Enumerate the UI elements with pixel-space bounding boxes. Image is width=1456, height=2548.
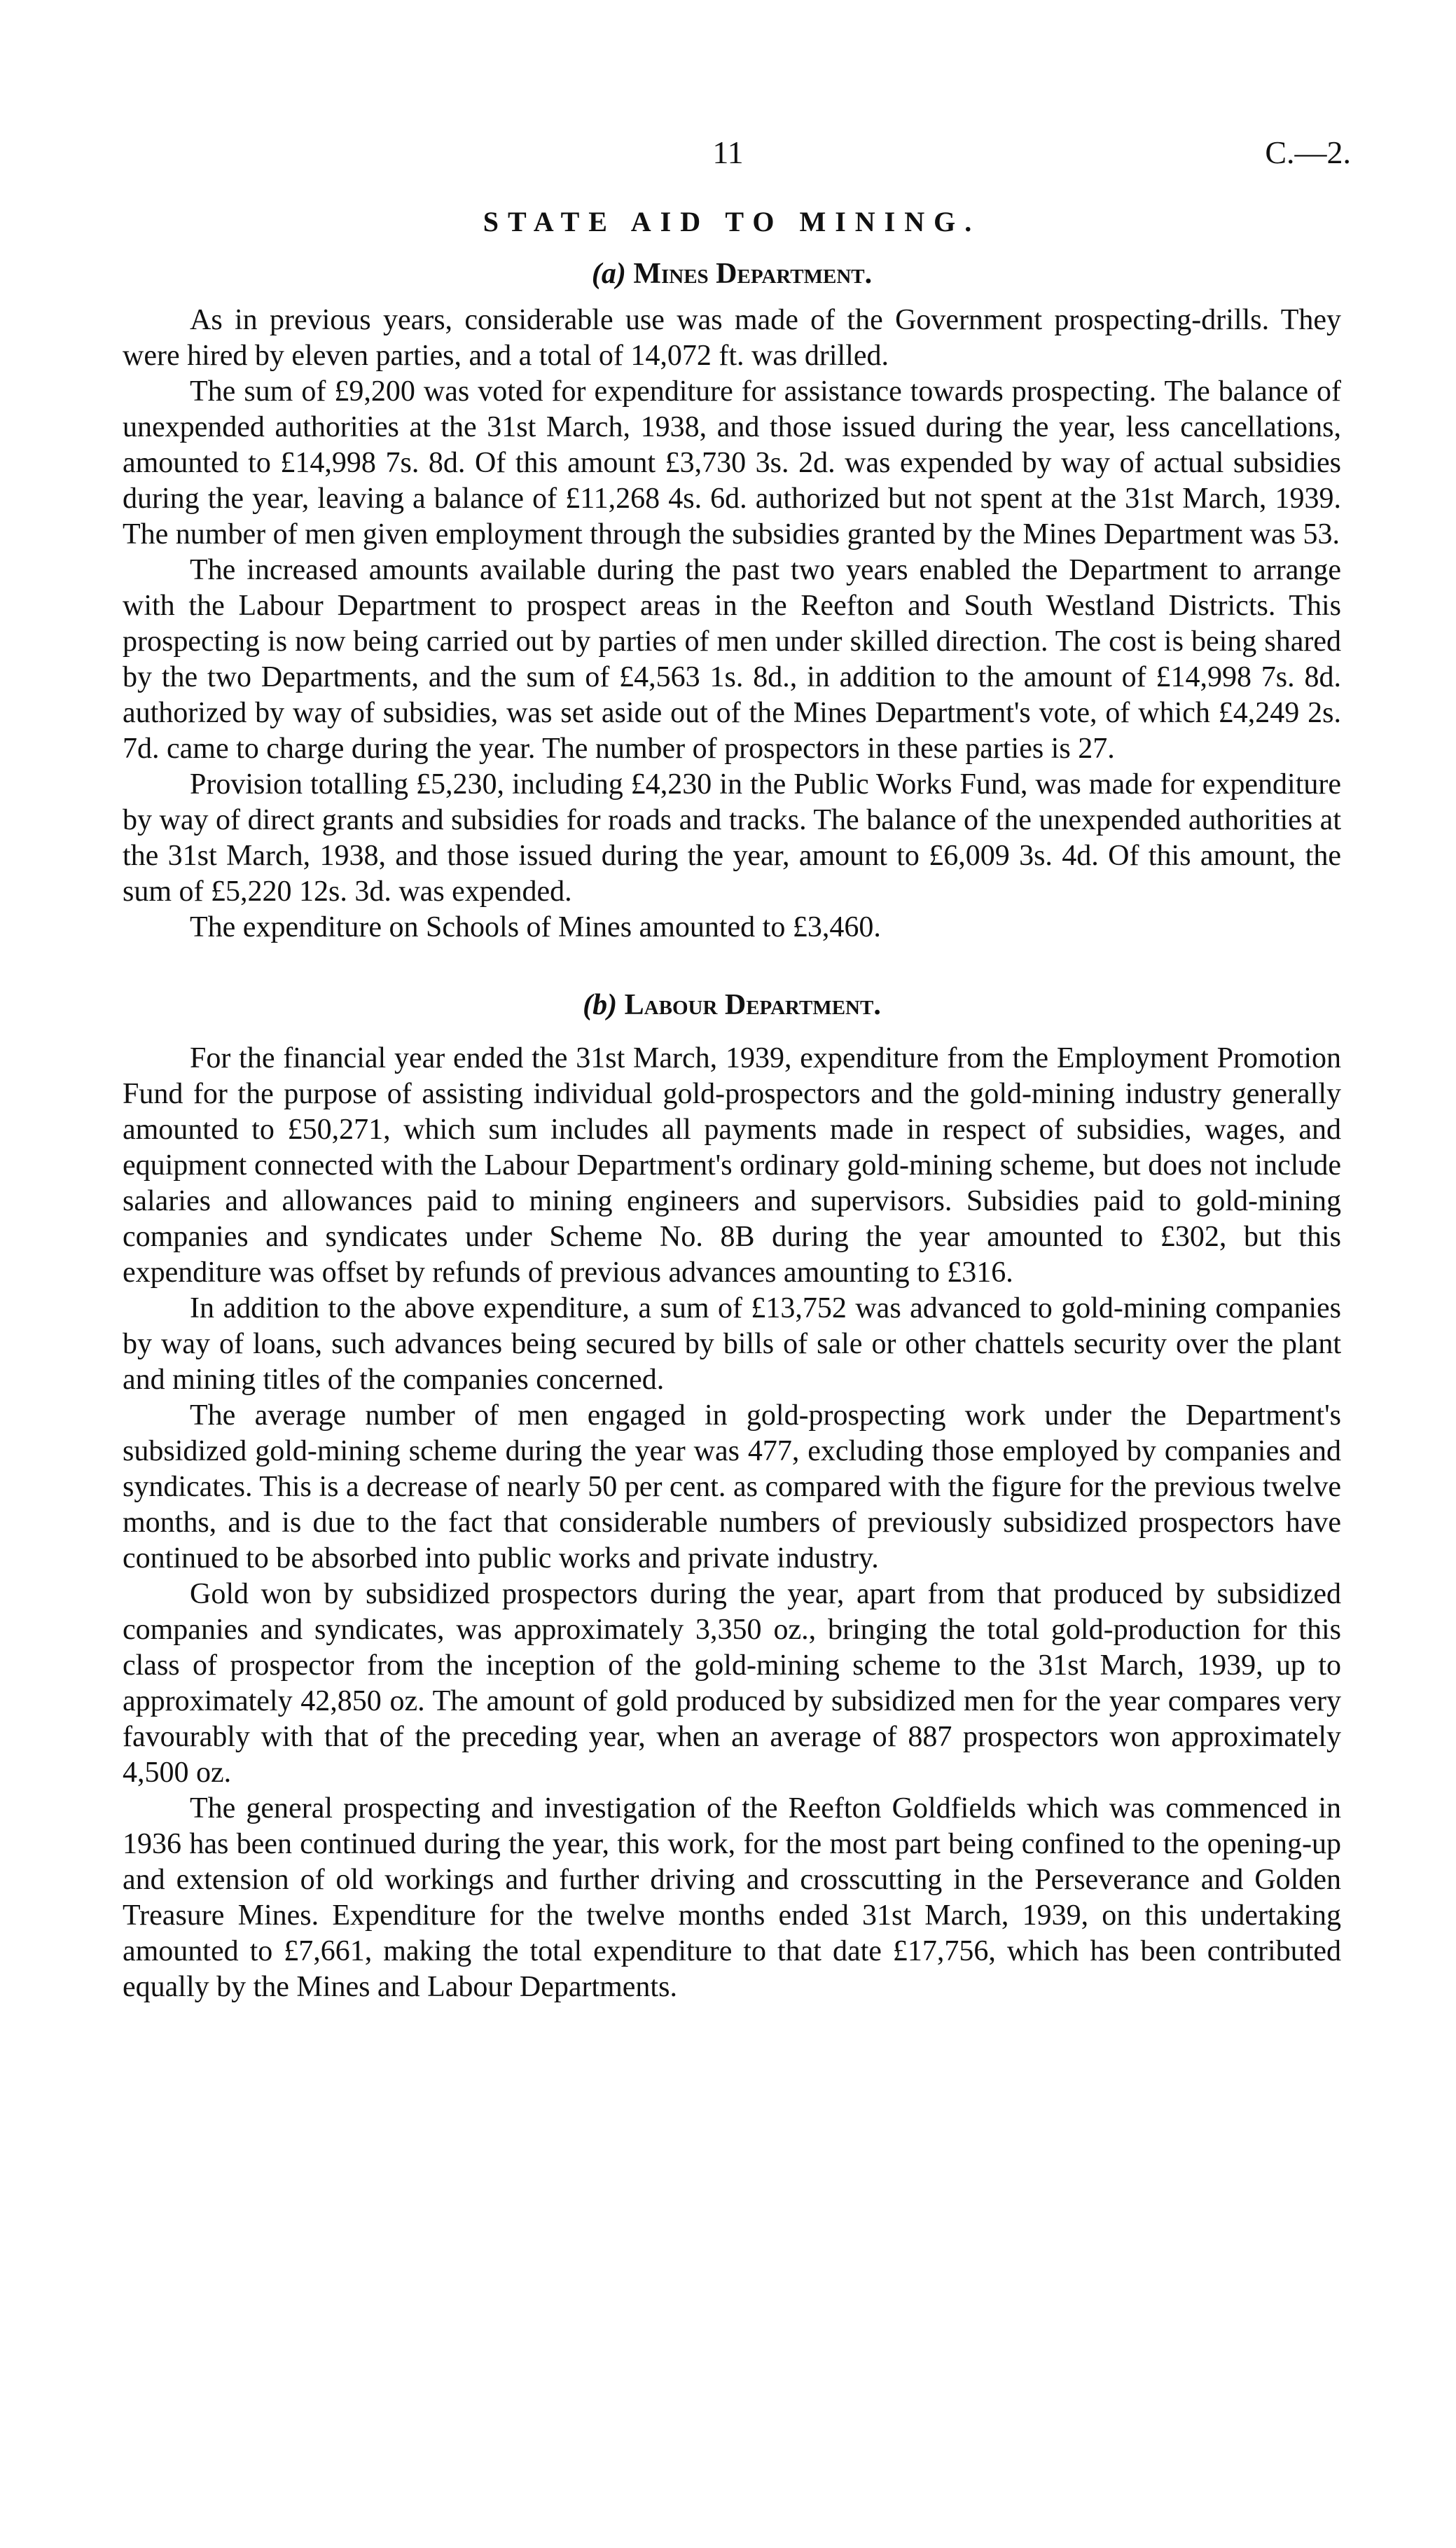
paragraph: The sum of £9,200 was voted for expenditure for assistance towards prospecting. The balance of unexpended authorities at the 31st March, 1938, and those issued during the year, less cancellations, amounted to £14,998 7s. 8d. Of this amount £3,730 3s. 2d. was expended by way of actual subsidies during the year, leaving a balance of £11,268 4s. 6d. authorized but not spent at the 31st March, 1939. The number of men given employment through the subsidies granted by the Mines Department was 53. xyxy=(123,375,1341,551)
section-heading xyxy=(123,986,1341,1024)
page-body xyxy=(123,203,1341,2005)
paragraph: As in previous years, considerable use was made of the Government prospecting-drills. They were hired by eleven parties, and a total of 14,072 ft. was drilled. xyxy=(123,304,1341,372)
paragraph: For the financial year ended the 31st March, 1939, expenditure from the Employment Promotion Fund for the purpose of assisting individual gold-prospectors and the gold-mining industry generally amounted to £50,271, which sum includes all payments made in respect of subsidies, wages, and equipment connected with the Labour Department's ordinary gold-mining scheme, but does not include salaries and allowances paid to mining engineers and supervisors. Subsidies paid to gold-mining companies and syndicates under Scheme No. 8B during the year amounted to £302, but this expenditure was offset by refunds of previous advances amounting to £316. xyxy=(123,1042,1341,1289)
paragraph: In addition to the above expenditure, a sum of £13,752 was advanced to gold-mining companies by way of loans, such advances being secured by bills of sale or other chattels security over the plant and mining titles of the companies concerned. xyxy=(123,1292,1341,1396)
section-heading xyxy=(123,255,1341,293)
section-labour-department xyxy=(123,986,1341,2005)
paragraph: The average number of men engaged in gold-prospecting work under the Department's subsidized gold-mining scheme during the year was 477, excluding those employed by companies and syndicates. This is a decrease of nearly 50 per cent. as compared with the figure for the previous twelve months, and is due to the fact that considerable numbers of previously subsidized prospectors have continued to be absorbed into public works and private industry. xyxy=(123,1399,1341,1574)
paragraph: Gold won by subsidized prospectors during the year, apart from that produced by subsidized companies and syndicates, was approximately 3,350 oz., bringing the total gold-production for this class of prospector from the inception of the gold-mining scheme to the 31st March, 1939, up to approximately 42,850 oz. The amount of gold produced by subsidized men for the year compares very favourably with that of the preceding year, when an average of 887 prospectors won approximately 4,500 oz. xyxy=(123,1578,1341,1789)
paragraph: Provision totalling £5,230, including £4,230 in the Public Works Fund, was made for expenditure by way of direct grants and subsidies for roads and tracks. The balance of the unexpended authorities at the 31st March, 1938, and those issued during the year, amount to £6,009 3s. 4d. Of this amount, the sum of £5,220 12s. 3d. was expended. xyxy=(123,768,1341,908)
page-number: 11 xyxy=(712,134,744,170)
page-title: STATE AID TO MINING. xyxy=(483,206,981,237)
section-label: (b) xyxy=(583,989,618,1021)
document-reference: C.—2. xyxy=(1265,134,1351,170)
section-label: (a) xyxy=(591,258,626,290)
paragraph: The increased amounts available during the past two years enabled the Department to arrange with the Labour Department to prospect areas in the Reefton and South Westland Districts. This prospecting is now being carried out by parties of men under skilled direction. The cost is being shared by the two Departments, and the sum of £4,563 1s. 8d., in addition to the amount of £14,998 7s. 8d. authorized by way of subsidies, was set aside out of the Mines Department's vote, of which £4,249 2s. 7d. came to charge during the year. The number of prospectors in these parties is 27. xyxy=(123,554,1341,765)
section-title: Labour Department. xyxy=(624,989,881,1021)
paragraph: The expenditure on Schools of Mines amounted to £3,460. xyxy=(190,911,881,943)
section-title: Mines Department. xyxy=(633,258,873,290)
paragraph: The general prospecting and investigation of the Reefton Goldfields which was commenced in 1936 has been continued during the year, this work, for the most part being confined to the opening-up and extension of old workings and further driving and crosscutting in the Perseverance and Golden Treasure Mines. Expenditure for the twelve months ended 31st March, 1939, on this undertaking amounted to £7,661, making the total expenditure to that date £17,756, which has been contributed equally by the Mines and Labour Departments. xyxy=(123,1792,1341,2003)
section-mines-department xyxy=(123,255,1341,946)
